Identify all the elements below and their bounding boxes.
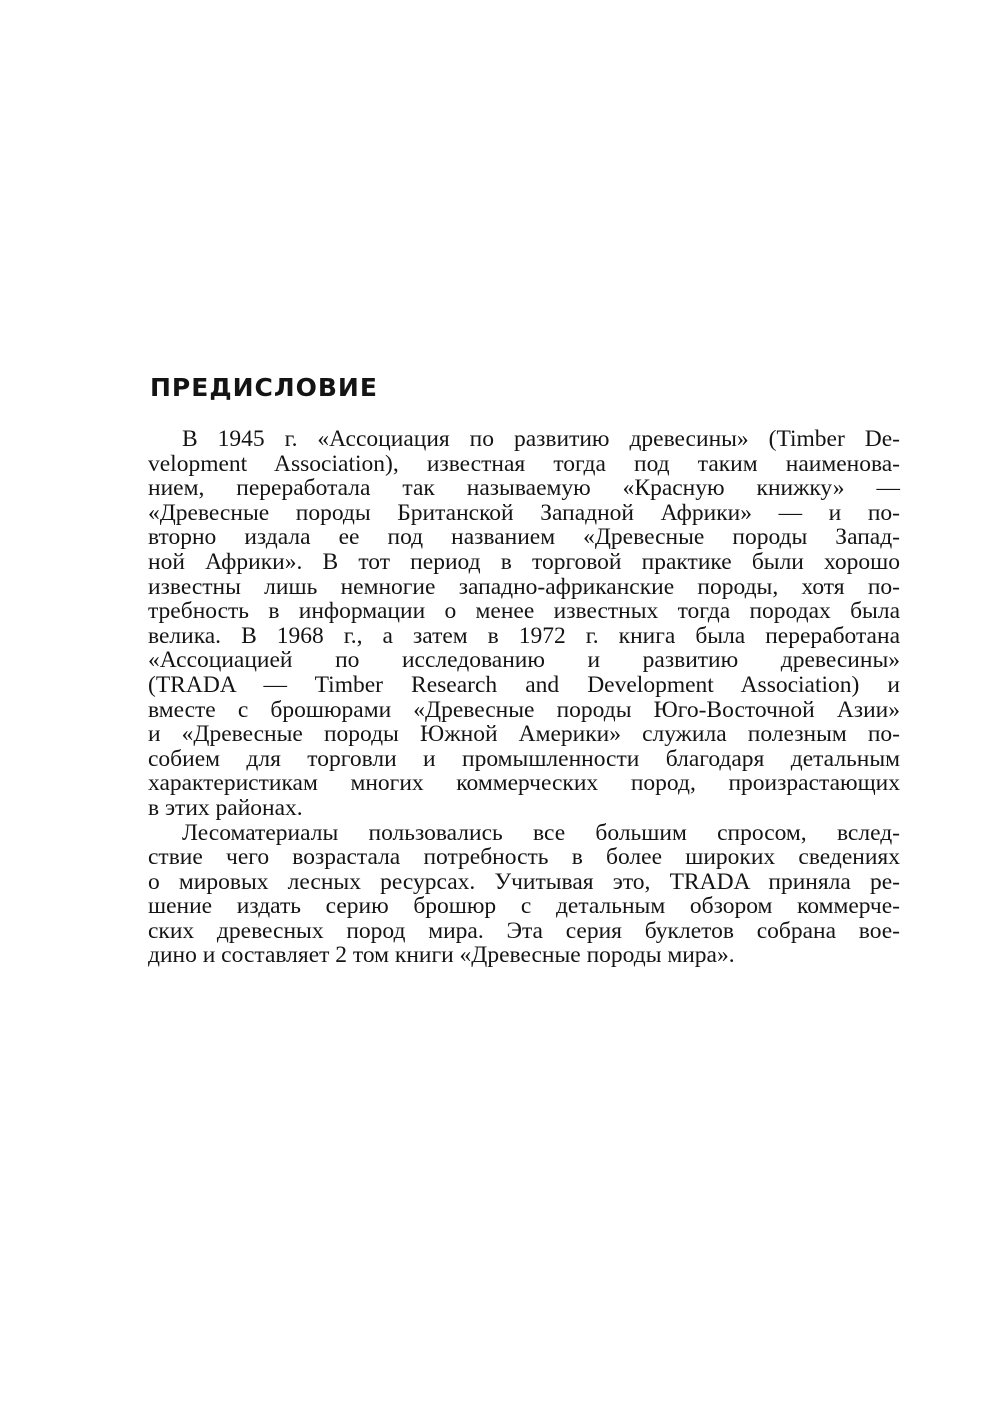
text-line: ствие чего возрастала потребность в более широких сведениях <box>148 844 900 871</box>
paragraph-2 <box>148 821 900 969</box>
paragraph-1 <box>148 427 900 821</box>
text-line: собием для торговли и промышленности благодаря детальным <box>148 745 900 772</box>
text-line: В 1945 г. «Ассоциация по развитию древесины» (Timber De- <box>182 426 900 452</box>
text-line: вместе с брошюрами «Древесные породы Юго-Восточной Азии» <box>148 696 900 723</box>
text-line: о мировых лесных ресурсах. Учитывая это, TRADA приняла ре- <box>148 868 900 895</box>
text-line: нием, переработала так называемую «Красную книжку» — <box>148 475 900 502</box>
body-text <box>148 427 900 968</box>
text-line: ских древесных пород мира. Эта серия буклетов собрана вое- <box>148 917 900 944</box>
text-line: характеристикам многих коммерческих пород, произрастающих <box>148 770 900 797</box>
text-line: вторно издала ее под названием «Древесные породы Запад- <box>148 524 900 551</box>
page-title: ПРЕДИСЛОВИЕ <box>150 373 378 402</box>
text-line: Лесоматериалы пользовались все большим спросом, вслед- <box>182 819 900 846</box>
text-line: дино и составляет 2 том книги «Древесные породы мира». <box>148 942 735 969</box>
text-line: и «Древесные породы Южной Америки» служила полезным по- <box>148 721 900 748</box>
text-line: velopment Association), известная тогда под таким наименова- <box>148 450 900 477</box>
text-line: «Древесные породы Британской Западной Африки» — и по- <box>148 499 900 526</box>
text-line: велика. В 1968 г., а затем в 1972 г. книга была переработана <box>148 622 900 649</box>
text-line: шение издать серию брошюр с детальным обзором коммерче- <box>148 893 900 920</box>
text-line: «Ассоциацией по исследованию и развитию древесины» <box>148 647 900 674</box>
text-line: известны лишь немногие западно-африканские породы, хотя по- <box>148 573 900 600</box>
text-line: в этих районах. <box>148 794 303 821</box>
text-line: требность в информации о менее известных тогда породах была <box>148 598 900 625</box>
text-line: ной Африки». В тот период в торговой практике были хорошо <box>148 548 900 575</box>
text-line: (TRADA — Timber Research and Development Association) и <box>148 671 900 698</box>
